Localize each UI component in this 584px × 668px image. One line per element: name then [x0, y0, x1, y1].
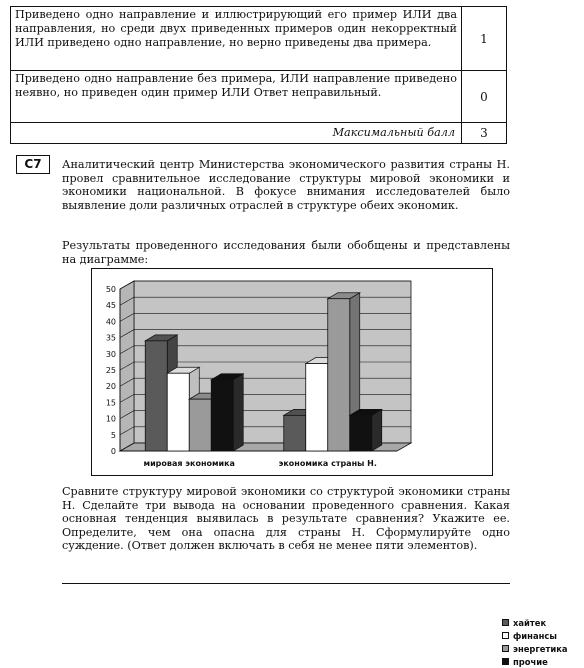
bar-хайтек [145, 341, 167, 451]
legend-swatch [502, 632, 509, 639]
x-category-label: мировая экономика [143, 459, 235, 468]
divider [62, 583, 510, 584]
task-results: Результаты проведенного исследования были обобщены и представлены на диаграмме: [62, 239, 510, 266]
legend-label: энергетика [513, 643, 568, 654]
legend-item [502, 629, 584, 642]
bar-хайтек [284, 415, 306, 451]
criteria-points: 1 [462, 7, 507, 71]
bar-прочие [211, 380, 233, 451]
chart-legend [502, 616, 584, 668]
table-row [11, 71, 507, 123]
y-tick-label: 35 [105, 333, 116, 343]
bar-side [233, 374, 243, 451]
y-tick-label: 45 [105, 301, 116, 311]
legend-item [502, 642, 584, 655]
legend-item [502, 655, 584, 668]
bar-финансы [306, 364, 328, 451]
legend-item [502, 616, 584, 629]
bar-финансы [167, 373, 189, 451]
bar-энергетика [328, 299, 350, 451]
bar-side [372, 409, 382, 451]
max-score-value: 3 [462, 123, 507, 144]
legend-swatch [502, 645, 509, 652]
y-tick-label: 25 [105, 366, 116, 375]
task-question: Сравните структуру мировой экономики со структурой экономики страны Н. Сделайте три вывода на основании проведенного сравнения. Какая основная тенденция выявилась в результате сравнения? Укажите ее. Определите, чем она опасна для страны Н. Сформулируйте одно суждение. (Ответ должен включать в себя не менее пяти элементов). [62, 485, 510, 553]
y-tick-label: 50 [105, 285, 116, 294]
y-tick-label: 10 [105, 414, 116, 424]
task-intro: Аналитический центр Министерства экономического развития страны Н. провел сравнительное исследование структуры мировой экономики и экономики национальной. В фокусе внимания исследователей было выявление доли различных отраслей в структуре обеих экономик. [62, 158, 510, 212]
legend-swatch [502, 619, 509, 626]
legend-swatch [502, 658, 509, 665]
chart-canvas [92, 269, 494, 477]
max-score-label: Максимальный балл [11, 123, 462, 144]
y-tick-label: 0 [110, 447, 116, 456]
y-tick-label: 15 [105, 398, 116, 408]
x-category-label: экономика страны Н. [278, 459, 377, 468]
criteria-table [10, 6, 507, 144]
criteria-text: Приведено одно направление без примера, ИЛИ направление приведено неявно, но приведен один пример ИЛИ Ответ неправильный. [11, 71, 462, 123]
bar-энергетика [189, 399, 211, 451]
legend-label: прочие [513, 656, 548, 667]
y-tick-label: 20 [105, 382, 116, 392]
legend-label: хайтек [513, 617, 547, 628]
y-tick-label: 5 [110, 430, 116, 440]
bar-прочие [350, 415, 372, 451]
criteria-text: Приведено одно направление и иллюстрирующий его пример ИЛИ два направления, но среди двух приведенных примеров один некорректный ИЛИ приведено одно направление, но верно приведены два примера. [11, 7, 462, 71]
table-row [11, 7, 507, 71]
y-tick-label: 40 [105, 317, 116, 327]
y-tick-label: 30 [105, 349, 116, 359]
task-number: С7 [16, 155, 50, 174]
table-row [11, 123, 507, 144]
criteria-points: 0 [462, 71, 507, 123]
legend-label: финансы [513, 630, 557, 641]
